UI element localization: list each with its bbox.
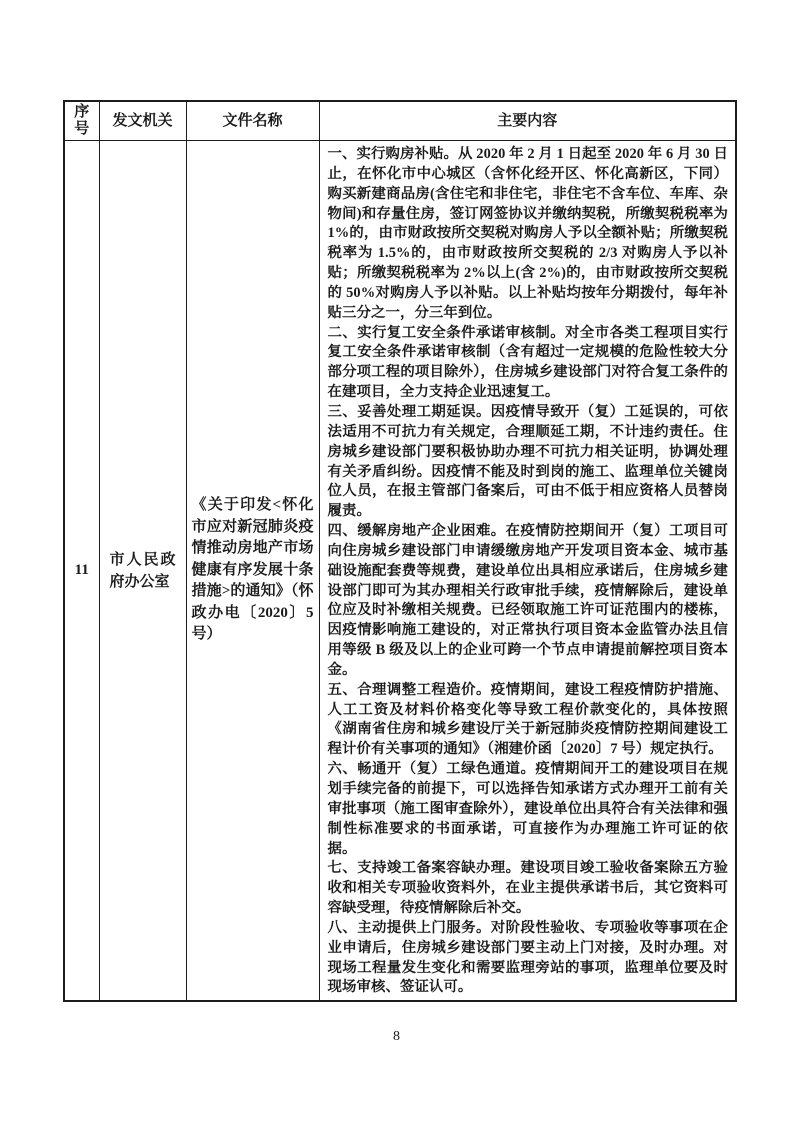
doc-title: 《关于印发<怀化市应对新冠肺炎疫情推动房地产市场健康有序发展十条措施>的通知》（怀政办电〔2020〕5 号） <box>191 497 314 643</box>
content-paragraph-2: 二、实行复工安全条件承诺审核制。对全市各类工程项目实行复工安全条件承诺审核制（含有超过一定规模的危险性较大分部分项工程的项目除外），住房城乡建设部门对符合复工条件的在建项目，全力支持企业迅速复工。 <box>327 324 728 401</box>
cell-seq: 11 <box>64 141 99 1002</box>
cell-main-content <box>319 141 736 1002</box>
table-header-row <box>64 101 736 141</box>
content-paragraph-7: 七、支持竣工备案容缺办理。建设项目竣工验收备案除五方验收和相关专项验收资料外，在业主提供承诺书后，其它资料可容缺受理，待疫情解除后补交。 <box>327 860 728 917</box>
cell-agency <box>99 141 186 1002</box>
measures-table <box>63 100 737 1002</box>
content-paragraph-3: 三、妥善处理工期延误。因疫情导致开（复）工延误的，可依法适用不可抗力有关规定，合理顺延工期，不计违约责任。住房城乡建设部门要积极协助办理不可抗力相关证明，协调处理有关矛盾纠纷。因疫情不能及时到岗的施工、监理单位关键岗位人员，在报主管部门备案后，可由不低于相应资格人员替岗履责。 <box>327 403 728 520</box>
content-paragraph-6: 六、畅通开（复）工绿色通道。疫情期间开工的建设项目在规划手续完备的前提下，可以选择告知承诺方式办理开工前有关审批事项（施工图审查除外），建设单位出具符合有关法律和强制性标准要求的书面承诺，可直接作为办理施工许可证的依据。 <box>327 761 728 857</box>
header-seq: 序号 <box>64 101 99 141</box>
agency-name: 市人民政府办公室 <box>109 551 176 590</box>
content-paragraph-5: 五、合理调整工程造价。疫情期间，建设工程疫情防护措施、人工工资及材料价格变化等导致工程价款变化的，具体按照《湖南省住房和城乡建设厅关于新冠肺炎疫情防控期间建设工程计价有关事项的通知》（湘建价函〔2020〕7 号）规定执行。 <box>327 681 728 758</box>
table-row <box>64 141 736 1002</box>
header-main-content: 主要内容 <box>319 101 736 141</box>
header-agency: 发文机关 <box>99 101 186 141</box>
page-number: 8 <box>393 1029 400 1044</box>
content-paragraph-1: 一、实行购房补贴。从 2020 年 2 月 1 日起至 2020 年 6 月 30 日止，在怀化市中心城区（含怀化经开区、怀化高新区，下同）购买新建商品房(含住宅和非住宅，非住宅不含车位、车库、杂物间)和存量住房，签订网签协议并缴纳契税，所缴契税税率为 1%的，由市财政按所交契税对购房人予以全额补贴；所缴契税税率为 1.5%的，由市财政按所交契税的 2/3 对购房人予以补贴；所缴契税税率为 2%以上(含 2%)的，由市财政按所交契税的 50%对购房人予以补贴。以上补贴均按年分期拨付，每年补贴三分之一，分三年到位。 <box>327 146 728 321</box>
header-doc-name: 文件名称 <box>186 101 319 141</box>
cell-doc-name <box>186 141 319 1002</box>
content-paragraph-4: 四、缓解房地产企业困难。在疫情防控期间开（复）工项目可向住房城乡建设部门申请缓缴房地产开发项目资本金、城市基础设施配套费等规费，建设单位出具相应承诺后，住房城乡建设部门即可为其办理相关行政审批手续，疫情解除后，建设单位应及时补缴相关规费。已经领取施工许可证范围内的楼栋，因疫情影响施工建设的，对正常执行项目资本金监管办法且信用等级 B 级及以上的企业可跨一个节点申请提前解控项目资本金。 <box>327 523 728 678</box>
content-paragraph-8: 八、主动提供上门服务。对阶段性验收、专项验收等事项在企业申请后，住房城乡建设部门要主动上门对接，及时办理。对现场工程量发生变化和需要监理旁站的事项，监理单位要及时现场审核、签证认可。 <box>327 919 728 996</box>
